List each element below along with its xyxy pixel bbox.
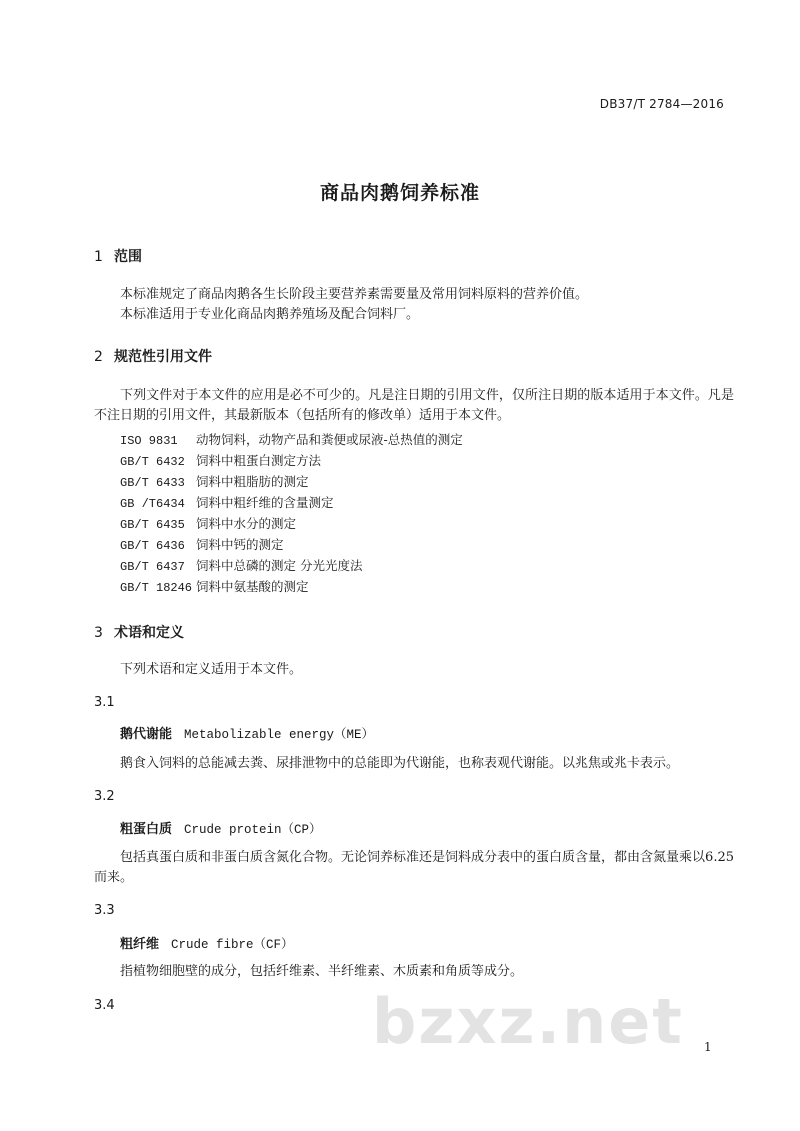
section-heading-terms-definitions bbox=[94, 622, 184, 642]
references-intro: 下列文件对于本文件的应用是必不可少的。凡是注日期的引用文件，仅所注日期的版本适用于本文件。凡是不注日期的引用文件，其最新版本（包括所有的修改单）适用于本文件。 bbox=[94, 388, 734, 423]
reference-code: GB /T6434 bbox=[120, 497, 185, 511]
reference-title: 饲料中水分的测定 bbox=[196, 516, 297, 531]
term-number: 3.2 bbox=[94, 789, 115, 804]
section-heading-normative-references bbox=[94, 346, 212, 366]
page-number: 1 bbox=[704, 1040, 712, 1054]
reference-title: 饲料中粗蛋白测定方法 bbox=[196, 453, 322, 468]
term-chinese: 粗纤维 bbox=[120, 937, 160, 952]
term-chinese: 粗蛋白质 bbox=[120, 822, 173, 837]
term-heading bbox=[120, 818, 322, 837]
term-definition: 鹅食入饲料的总能减去粪、尿排泄物中的总能即为代谢能，也称表观代谢能。以兆焦或兆卡表示。 bbox=[120, 756, 680, 771]
section-title: 规范性引用文件 bbox=[114, 349, 212, 365]
reference-title: 饲料中氨基酸的测定 bbox=[196, 579, 309, 594]
term-heading bbox=[120, 933, 294, 952]
reference-title: 饲料中总磷的测定 分光光度法 bbox=[196, 558, 363, 573]
reference-code: GB/T 6435 bbox=[120, 518, 185, 532]
scope-paragraph-2: 本标准适用于专业化商品肉鹅养殖场及配合饲料厂。 bbox=[120, 307, 420, 322]
reference-code: GB/T 18246 bbox=[120, 581, 193, 595]
reference-code: ISO 9831 bbox=[120, 434, 178, 448]
term-heading bbox=[120, 723, 374, 742]
term-english: Crude protein（CP） bbox=[184, 823, 322, 837]
section-number: 2 bbox=[94, 349, 103, 365]
term-number: 3.1 bbox=[94, 695, 115, 710]
reference-title: 饲料中钙的测定 bbox=[196, 537, 284, 552]
term-number: 3.4 bbox=[94, 998, 115, 1013]
reference-item bbox=[120, 556, 362, 574]
section-number: 3 bbox=[94, 625, 103, 641]
reference-item bbox=[120, 451, 321, 469]
section-title: 术语和定义 bbox=[114, 625, 184, 641]
reference-item bbox=[120, 577, 309, 595]
reference-item bbox=[120, 535, 284, 553]
term-definition: 指植物细胞壁的成分，包括纤维素、半纤维素、木质素和角质等成分。 bbox=[120, 964, 524, 979]
reference-code: GB/T 6437 bbox=[120, 560, 185, 574]
term-number: 3.3 bbox=[94, 903, 115, 918]
reference-title: 动物饲料，动物产品和粪便或尿液-总热值的测定 bbox=[196, 432, 463, 447]
reference-title: 饲料中粗纤维的含量测定 bbox=[196, 495, 334, 510]
reference-code: GB/T 6436 bbox=[120, 539, 185, 553]
term-english: Crude fibre（CF） bbox=[171, 938, 294, 952]
scope-paragraph-1: 本标准规定了商品肉鹅各生长阶段主要营养素需要量及常用饲料原料的营养价值。 bbox=[120, 287, 589, 302]
section-heading-scope bbox=[94, 246, 142, 266]
reference-item bbox=[120, 514, 296, 532]
reference-item bbox=[120, 430, 463, 448]
reference-code: GB/T 6432 bbox=[120, 455, 185, 469]
reference-item bbox=[120, 472, 309, 490]
section-number: 1 bbox=[94, 249, 103, 265]
reference-code: GB/T 6433 bbox=[120, 476, 185, 490]
term-english: Metabolizable energy（ME） bbox=[184, 728, 375, 742]
document-title: 商品肉鹅饲养标准 bbox=[319, 182, 480, 204]
section-title: 范围 bbox=[114, 249, 142, 265]
reference-title: 饲料中粗脂肪的测定 bbox=[196, 474, 309, 489]
watermark: bzxz.net bbox=[372, 985, 684, 1058]
document-code: DB37/T 2784—2016 bbox=[599, 97, 724, 111]
term-definition: 包括真蛋白质和非蛋白质含氮化合物。无论饲养标准还是饲料成分表中的蛋白质含量，都由含氮量乘以6.25而来。 bbox=[94, 850, 734, 885]
terms-intro: 下列术语和定义适用于本文件。 bbox=[120, 662, 303, 677]
reference-item bbox=[120, 493, 334, 511]
term-chinese: 鹅代谢能 bbox=[120, 727, 173, 742]
